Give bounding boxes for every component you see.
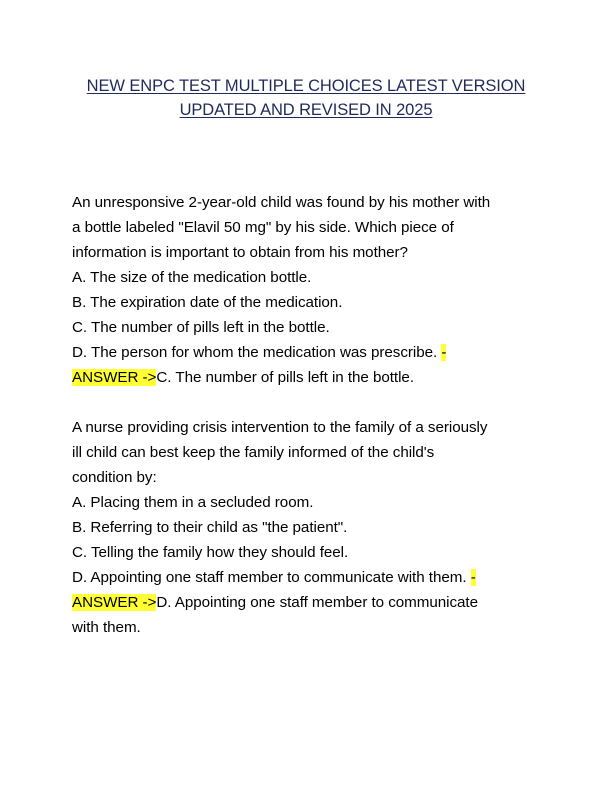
question-stem-line: information is important to obtain from his mother?: [72, 244, 408, 261]
question-stem-line: ill child can best keep the family informed of the child's: [72, 444, 435, 461]
answer-option: B. Referring to their child as "the patient".: [72, 519, 348, 536]
answer-option-with-dash: [72, 565, 542, 590]
answer-option: D. Appointing one staff member to communicate with them.: [72, 569, 471, 586]
correct-answer: D. Appointing one staff member to communicate: [156, 594, 479, 611]
title-line: UPDATED AND REVISED IN 2025: [179, 101, 433, 119]
paragraph-gap: [72, 390, 542, 415]
question-stem-line: a bottle labeled "Elavil 50 mg" by his side. Which piece of: [72, 219, 454, 236]
document-title: [0, 74, 612, 122]
answer-option: C. Telling the family how they should feel.: [72, 544, 349, 561]
highlighted-dash: -: [470, 569, 476, 586]
answer-option: A. Placing them in a secluded room.: [72, 494, 314, 511]
question-block: [72, 190, 542, 390]
document-body: [72, 190, 542, 640]
answer-marker: ANSWER ->: [72, 369, 157, 386]
answer-option-with-dash: [72, 340, 542, 365]
answer-option: D. The person for whom the medication was prescribe.: [72, 344, 442, 361]
answer-marker: ANSWER ->: [72, 594, 157, 611]
correct-answer: C. The number of pills left in the bottle.: [156, 369, 414, 386]
answer-option: B. The expiration date of the medication.: [72, 294, 343, 311]
answer-line: [72, 365, 542, 390]
question-block: [72, 415, 542, 640]
answer-option: A. The size of the medication bottle.: [72, 269, 312, 286]
question-stem-line: condition by:: [72, 469, 157, 486]
title-line: NEW ENPC TEST MULTIPLE CHOICES LATEST VERSION: [86, 77, 526, 95]
answer-line: [72, 590, 542, 615]
question-stem-line: A nurse providing crisis intervention to the family of a seriously: [72, 419, 488, 436]
question-stem-line: An unresponsive 2-year-old child was found by his mother with: [72, 194, 491, 211]
answer-option: C. The number of pills left in the bottle.: [72, 319, 330, 336]
correct-answer-continued: with them.: [72, 619, 141, 636]
highlighted-dash: -: [441, 344, 447, 361]
